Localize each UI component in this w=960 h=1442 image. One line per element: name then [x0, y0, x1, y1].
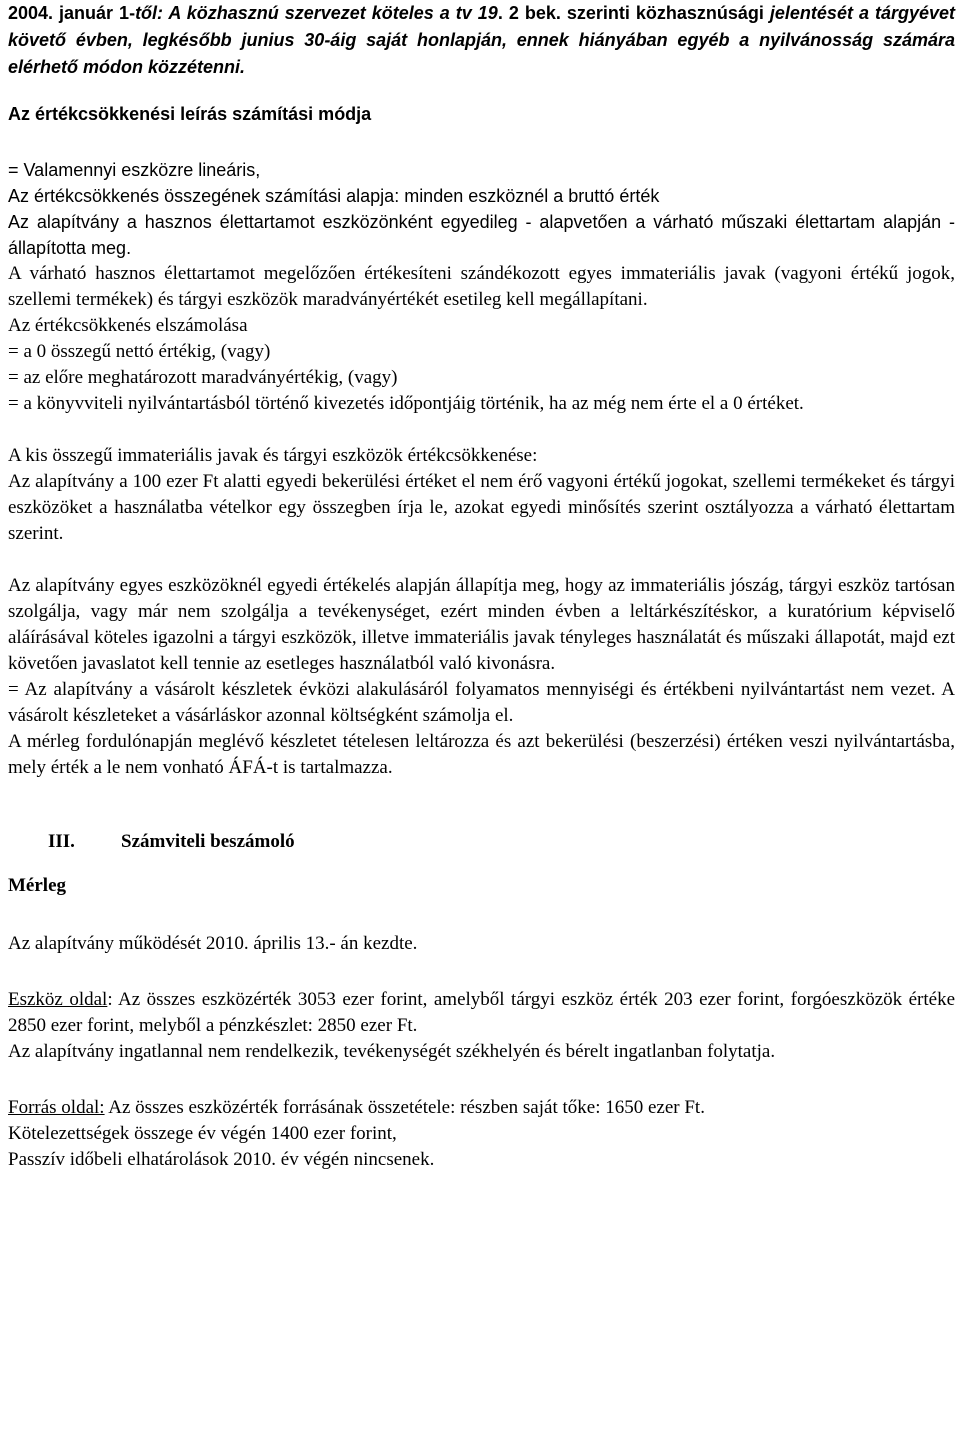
assets-paragraph	[8, 987, 955, 1039]
small-assets-title: A kis összegű immateriális javak és tárgyi eszközök értékcsökkenése:	[8, 445, 538, 466]
header-line2: jelentését a tárgyévet követő évben, legkésőbb junius 30-áig saját honlapján, ennek hiányában egyéb a nyilvánosság számára elérhető módon közzétenni.	[8, 3, 955, 77]
header-mid: . 2 bek.	[497, 3, 561, 23]
accruals-line: Passzív időbeli elhatárolások 2010. év végén nincsenek.	[8, 1149, 435, 1170]
balance-heading: Mérleg	[8, 875, 67, 896]
method-base: Az értékcsökkenés összegének számítási alapja: minden eszköznél a bruttó érték	[8, 186, 660, 206]
depreciation-accounting-title: Az értékcsökkenés elszámolása	[8, 315, 248, 336]
sources-label: Forrás oldal:	[8, 1097, 105, 1118]
depreciation-option-3: = a könyvviteli nyilvántartásból történő kivezetés időpontjáig történik, ha az még nem érte el a 0 értéket.	[8, 393, 804, 414]
liabilities-line: Kötelezettségek összege év végén 1400 ezer forint,	[8, 1123, 397, 1144]
document-page	[8, 0, 955, 1173]
chapter-number: III.	[48, 831, 75, 852]
chapter-heading	[48, 829, 955, 855]
depreciation-option-2: = az előre meghatározott maradványértékig, (vagy)	[8, 367, 398, 388]
sources-paragraph	[8, 1095, 955, 1121]
residual-value-paragraph: A várható hasznos élettartamot megelőzően értékesíteni szándékozott egyes immateriális javak (vagyoni értékű jogok, szellemi termékek) és tárgyi eszközök maradványértékét esetileg kell megállapítani.	[8, 263, 955, 310]
property-paragraph: Az alapítvány ingatlannal nem rendelkezik, tevékenységét székhelyén és bérelt ingatlanban folytatja.	[8, 1041, 776, 1062]
assets-text: : Az összes eszközérték 3053 ezer forint, amelyből tárgyi eszköz érték 203 ezer forint, forgóeszközök értéke 2850 ezer forint, melyből a pénzkészlet: 2850 ezer Ft.	[8, 989, 956, 1036]
sources-text: Az összes eszközérték forrásának összetétele: részben saját tőke: 1650 ezer Ft.	[104, 1097, 705, 1118]
header-italic: től: A közhasznú szervezet köteles a tv 19	[135, 3, 498, 23]
individual-valuation-paragraph: Az alapítvány egyes eszközöknél egyedi értékelés alapján állapítja meg, hogy az immateriális jószág, tárgyi eszköz tartósan szolgálja, vagy már nem szolgálja a tevékenységet, ezért minden évben a leltárkészítéskor, a kuratórium képviselő aláírásával köteles igazolni a tárgyi eszközök, illetve immateriális javak tényleges használatát és műszaki állapotát, majd ezt követően javaslatot kell tennie az esetleges használatból való kivonásra.	[8, 575, 955, 674]
inventory-paragraph: = Az alapítvány a vásárolt készletek évközi alakulásáról folyamatos mennyiségi és értékbeni nyilvántartást nem vezet. A vásárolt készleteket a vásárláskor azonnal költségként számolja el.	[8, 679, 955, 726]
small-assets-paragraph: Az alapítvány a 100 ezer Ft alatti egyedi bekerülési értéket el nem érő vagyoni értékű jogokat, szellemi termékeket és tárgyi eszközöket a használatba vételkor egy összegben írja le, azokat egyedi minősítés szerint osztályozza a várható élettartam szerint.	[8, 471, 955, 544]
operation-start: Az alapítvány működését 2010. április 13.- án kezdte.	[8, 933, 418, 954]
assets-label: Eszköz oldal	[8, 989, 108, 1010]
method-lifetime: Az alapítvány a hasznos élettartamot eszközönként egyedileg - alapvetően a várható műszaki élettartam alapján - állapította meg.	[8, 212, 955, 258]
header-prefix: 2004. január 1-	[8, 3, 136, 23]
depreciation-option-1: = a 0 összegű nettó értékig, (vagy)	[8, 341, 271, 362]
method-linear: = Valamennyi eszközre lineáris,	[8, 160, 261, 180]
stocktaking-paragraph: A mérleg fordulónapján meglévő készletet tételesen leltározza és azt bekerülési (beszerzési) értéken veszi nyilvántartásba, mely érték a le nem vonható ÁFÁ-t is tartalmazza.	[8, 731, 955, 778]
chapter-title: Számviteli beszámoló	[121, 831, 295, 852]
header-rest: szerinti közhasznúsági	[560, 3, 764, 23]
header-paragraph	[8, 0, 955, 81]
section-title: Az értékcsökkenési leírás számítási módja	[8, 104, 372, 124]
